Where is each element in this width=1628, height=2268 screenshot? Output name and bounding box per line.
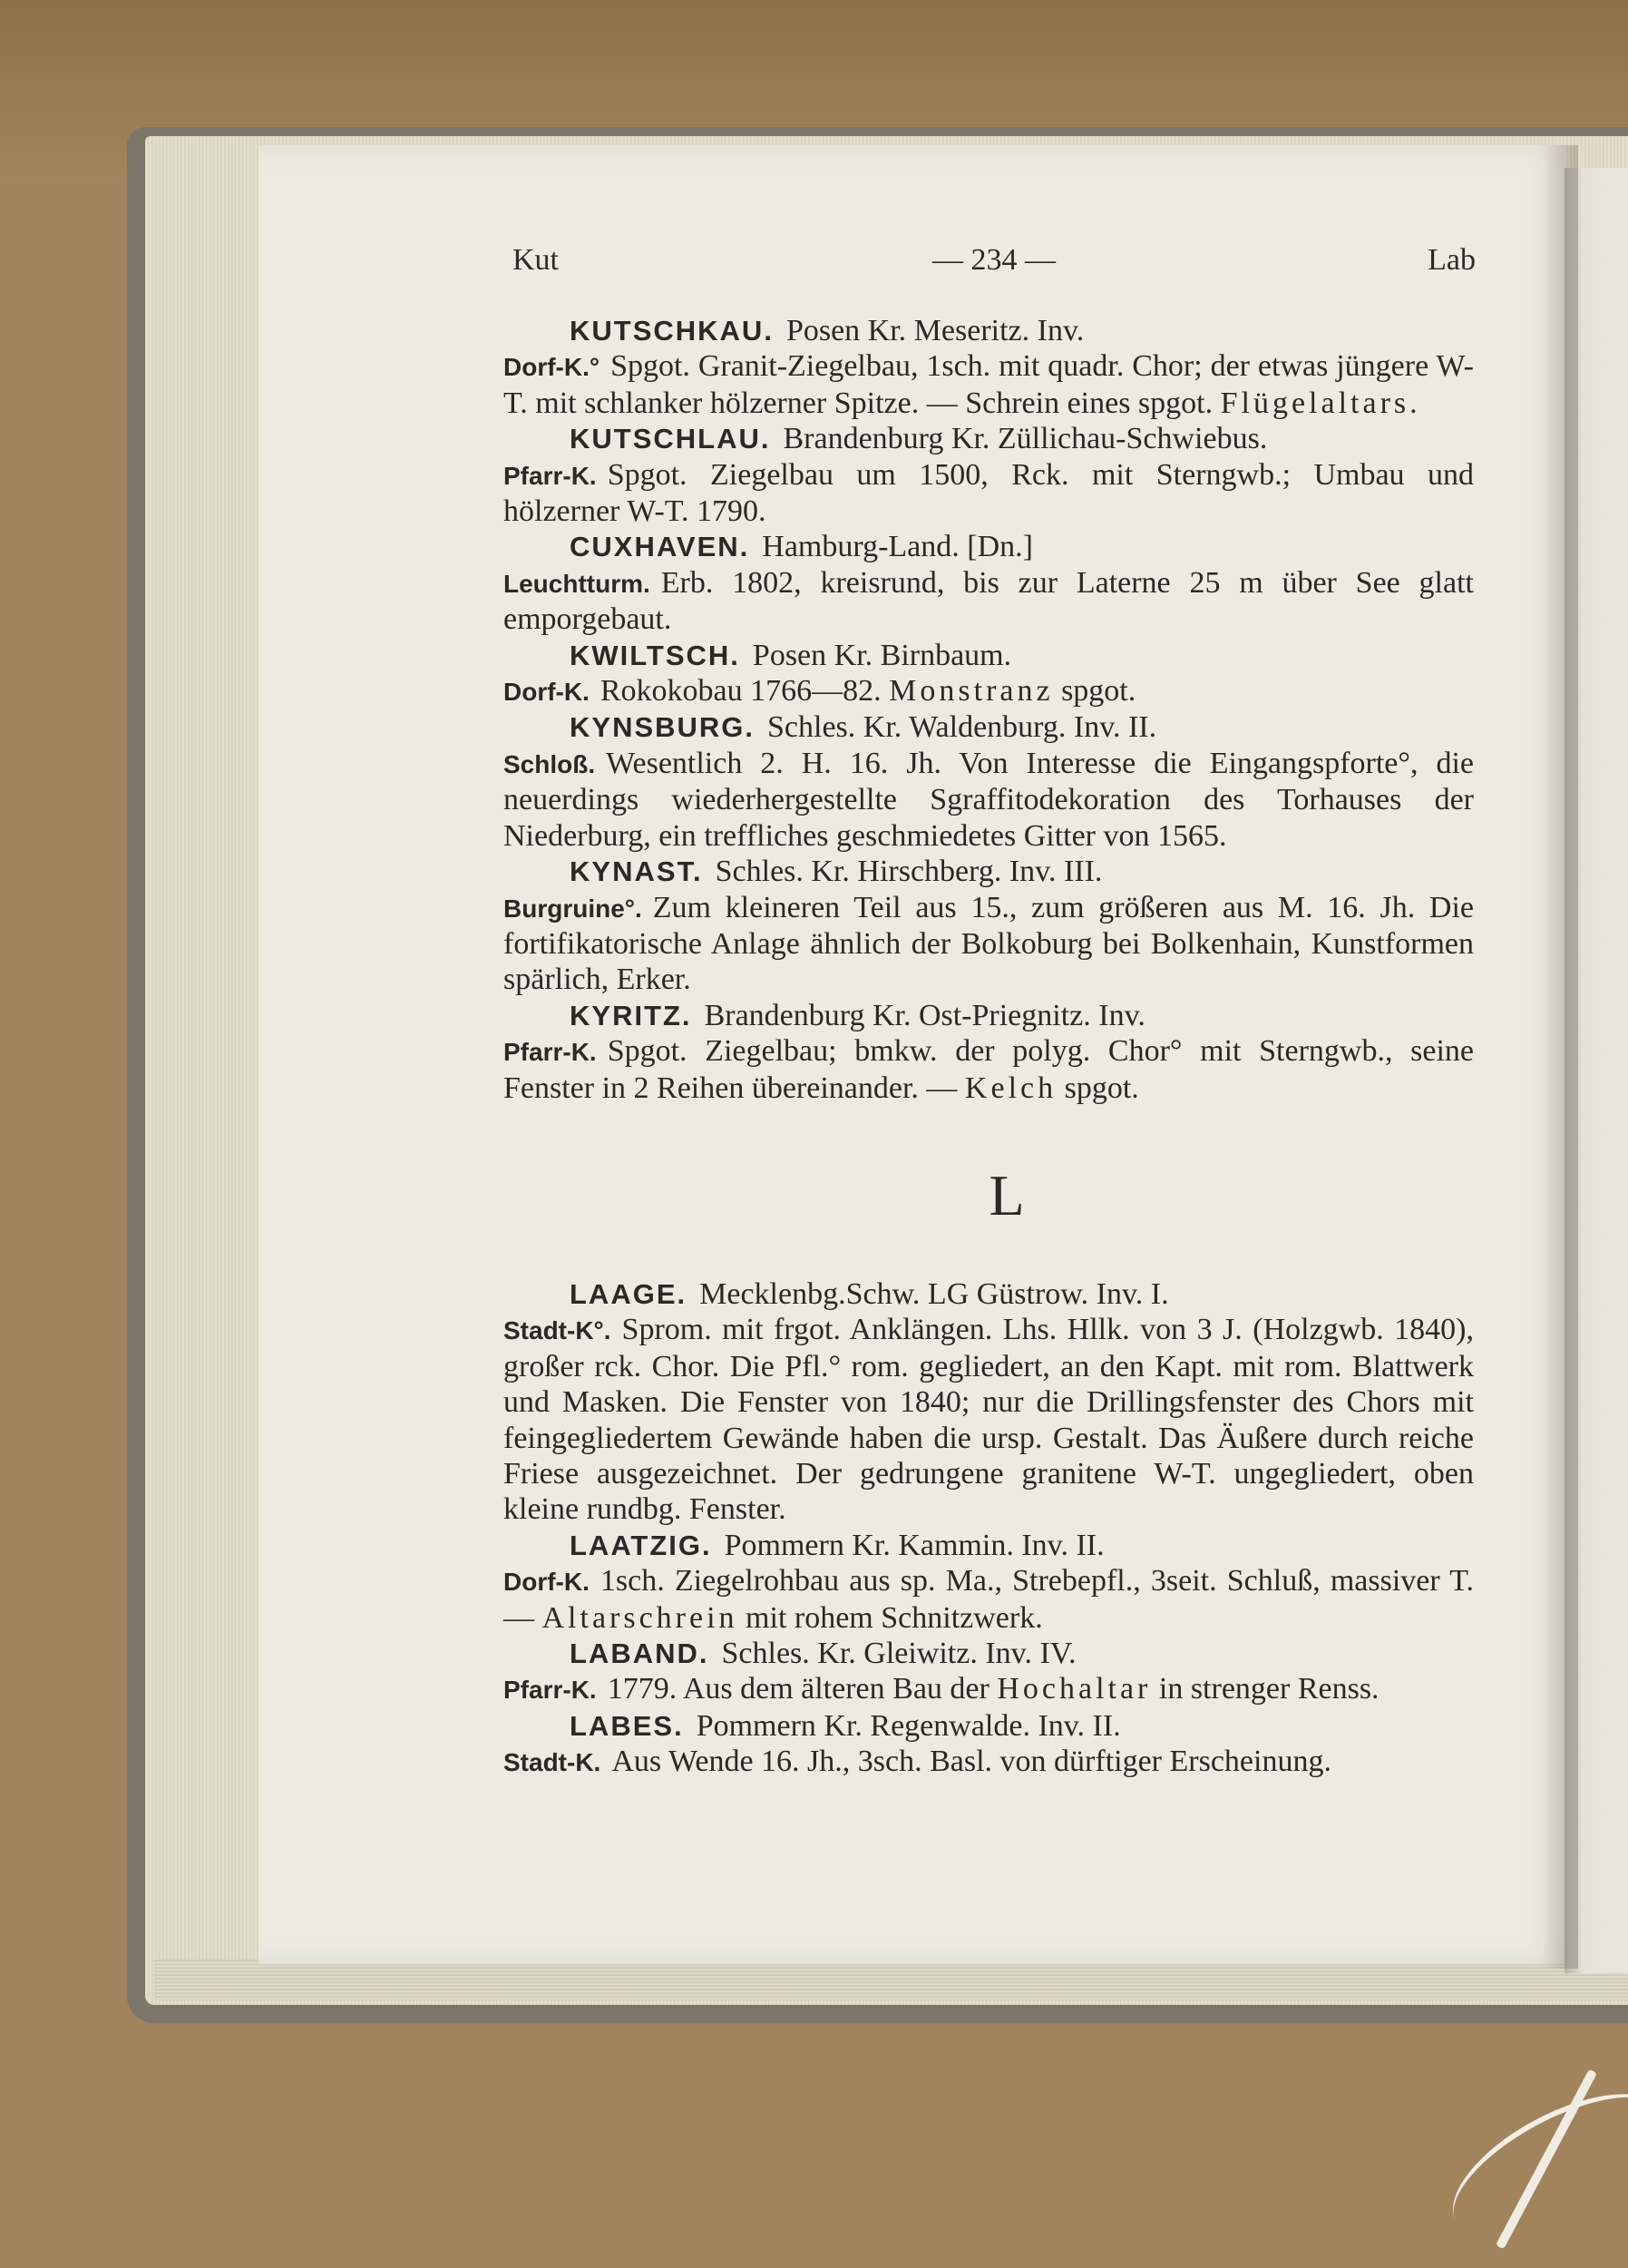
entry-heading: [503, 529, 1474, 564]
place-name: LAAGE.: [570, 1277, 687, 1310]
entry: [503, 313, 1474, 421]
entry-body: [503, 1033, 1474, 1106]
object-label: Schloß.: [503, 749, 596, 778]
entry-heading: [503, 709, 1474, 745]
entry-heading: [503, 1708, 1474, 1744]
object-label: Dorf-K.°: [503, 353, 600, 382]
running-head: [512, 243, 1476, 285]
entry-body: [503, 1671, 1474, 1707]
entry-text-end: spgot.: [1057, 1070, 1139, 1105]
page-stack-bottom: [154, 1960, 1628, 2000]
place-name: KYNSBURG.: [570, 711, 756, 744]
entry-text-end: spgot.: [1053, 674, 1136, 709]
place-name: KWILTSCH.: [570, 639, 740, 671]
entry-body: [503, 1563, 1474, 1636]
place-region: Posen Kr. Meseritz. Inv.: [785, 314, 1085, 347]
entry: [503, 529, 1474, 637]
object-label: Stadt-K°.: [503, 1316, 611, 1345]
entry-heading: [503, 1276, 1474, 1312]
entry: [503, 1276, 1474, 1528]
place-region: Posen Kr. Birnbaum.: [752, 638, 1012, 672]
entry-highlight: Flügelaltars: [1220, 386, 1410, 420]
object-label: Pfarr-K.: [503, 461, 597, 490]
entry-text: 1779. Aus dem älteren Bau der: [607, 1672, 998, 1706]
object-label: Leuchtturm.: [503, 569, 650, 598]
entry-heading: [503, 1528, 1474, 1563]
entry-body: [503, 348, 1474, 421]
entry-text: Spgot. Ziegelbau um 1500, Rck. mit Sterngwb.; Umbau und hölzerner W-T. 1790.: [503, 457, 1474, 529]
entry-body: [503, 1744, 1474, 1780]
entry-text-end: .: [1409, 386, 1418, 420]
entries-k: [503, 313, 1474, 1106]
entry-text: 1sch. Ziegelrohbau aus sp. Ma., Strebepfl., 3seit. Schluß, massiver T. —: [503, 1564, 1474, 1635]
place-region: Schles. Kr. Gleiwitz. Inv. IV.: [721, 1637, 1077, 1670]
place-region: Brandenburg Kr. Züllichau-Schwiebus.: [783, 422, 1268, 456]
entry-text: Spgot. Granit-Ziegelbau, 1sch. mit quadr. Chor; der etwas jüngere W-T. mit schlanker hölzerner Spitze. — Schrein eines spgot.: [503, 349, 1474, 420]
page-number: — 234 —: [932, 243, 1056, 277]
place-region: Hamburg-Land. [Dn.]: [762, 530, 1033, 564]
gutter-shadow: [1542, 145, 1578, 1969]
place-region: Brandenburg Kr. Ost-Priegnitz. Inv.: [704, 998, 1145, 1032]
entry-heading: [503, 854, 1474, 889]
object-label: Pfarr-K.: [503, 1038, 597, 1067]
entry: [503, 1636, 1474, 1708]
place-name: KUTSCHLAU.: [570, 423, 771, 455]
entry-text: Aus Wende 16. Jh., 3sch. Basl. von dürftiger Erscheinung.: [611, 1745, 1331, 1779]
entry-highlight: Kelch: [964, 1070, 1058, 1105]
place-name: LABES.: [570, 1709, 684, 1742]
entry-text-end: in strenger Renss.: [1151, 1672, 1379, 1706]
section-letter: L: [989, 1162, 1025, 1227]
object-label: Burgruine°.: [503, 894, 642, 923]
entry-body: [503, 565, 1474, 638]
entry-heading: [503, 313, 1474, 348]
place-region: Schles. Kr. Waldenburg. Inv. II.: [767, 710, 1157, 745]
entry-highlight: Hochaltar: [997, 1672, 1152, 1706]
entry-body: [503, 746, 1474, 854]
entry: [503, 638, 1474, 710]
entry-text: Erb. 1802, kreisrund, bis zur Laterne 25 m über See glatt emporgebaut.: [503, 565, 1474, 637]
entry-text: Wesentlich 2. H. 16. Jh. Von Interesse die Eingangspforte°, die neuerdings wiederhergestellte Sgraffitodekoration des Torhauses der Niederburg, ein treffliches geschmiedetes Gitter von 1565.: [503, 746, 1474, 853]
entry-text-end: mit rohem Schnitzwerk.: [737, 1600, 1043, 1635]
entry-heading: [503, 638, 1474, 673]
entry: [503, 709, 1474, 854]
entry: [503, 854, 1474, 998]
entry-heading: [503, 998, 1474, 1033]
entry: [503, 1528, 1474, 1636]
entry-heading: [503, 1636, 1474, 1671]
entries-l: [503, 1276, 1474, 1781]
entry: [503, 1708, 1474, 1781]
entry-heading: [503, 421, 1474, 456]
entry-highlight: Altarschrein: [541, 1600, 738, 1635]
entry-highlight: Monstranz: [889, 674, 1054, 709]
entry-body: [503, 890, 1474, 998]
bookmark-string: [1431, 2065, 1628, 2268]
place-name: KYNAST.: [570, 855, 703, 888]
place-region: Mecklenbg.Schw. LG Güstrow. Inv. I.: [699, 1276, 1169, 1311]
entry: [503, 421, 1474, 529]
page-body: [503, 313, 1474, 1781]
place-name: KUTSCHKAU.: [570, 315, 774, 347]
entry-body: [503, 457, 1474, 530]
place-name: CUXHAVEN.: [570, 531, 750, 563]
place-region: Schles. Kr. Hirschberg. Inv. III.: [715, 855, 1103, 889]
place-name: KYRITZ.: [570, 999, 692, 1031]
entry-body: [503, 1312, 1474, 1527]
entry: [503, 998, 1474, 1106]
running-head-left: Kut: [512, 243, 559, 277]
running-head-right: Lab: [1428, 243, 1476, 277]
entry-text: Sprom. mit frgot. Anklängen. Lhs. Hllk. von 3 J. (Holzgwb. 1840), großer rck. Chor. Die Pfl.° rom. gegliedert, an den Kapt. mit rom. Blattwerk und Masken. Die Fenster von 1840; nur die Drillingsfenster des Chors mit feingegliedertem Gewände haben die ursp. Gestalt. Das Äußere durch reiche Friese ausgezeichnet. Der gedrungene granitene W-T. ungegliedert, oben kleine rundbg. Fenster.: [503, 1313, 1474, 1527]
place-region: Pommern Kr. Regenwalde. Inv. II.: [696, 1708, 1121, 1743]
place-name: LABAND.: [570, 1637, 709, 1669]
object-label: Dorf-K.: [503, 678, 590, 707]
entry-text: Rokokobau 1766—82.: [600, 674, 890, 709]
place-region: Pommern Kr. Kammin. Inv. II.: [724, 1528, 1105, 1562]
entry-text: Zum kleineren Teil aus 15., zum größeren aus M. 16. Jh. Die fortifikatorische Anlage ähnlich der Bolkoburg bei Bolkenhain, Kunstformen spärlich, Erker.: [503, 890, 1474, 997]
object-label: Pfarr-K.: [503, 1676, 597, 1705]
object-label: Dorf-K.: [503, 1568, 590, 1597]
object-label: Stadt-K.: [503, 1748, 601, 1777]
entry-text: Spgot. Ziegelbau; bmkw. der polyg. Chor° mit Sterngwb., seine Fenster in 2 Reihen übereinander. —: [503, 1034, 1474, 1105]
place-name: LAATZIG.: [570, 1529, 712, 1561]
entry-body: [503, 673, 1474, 709]
